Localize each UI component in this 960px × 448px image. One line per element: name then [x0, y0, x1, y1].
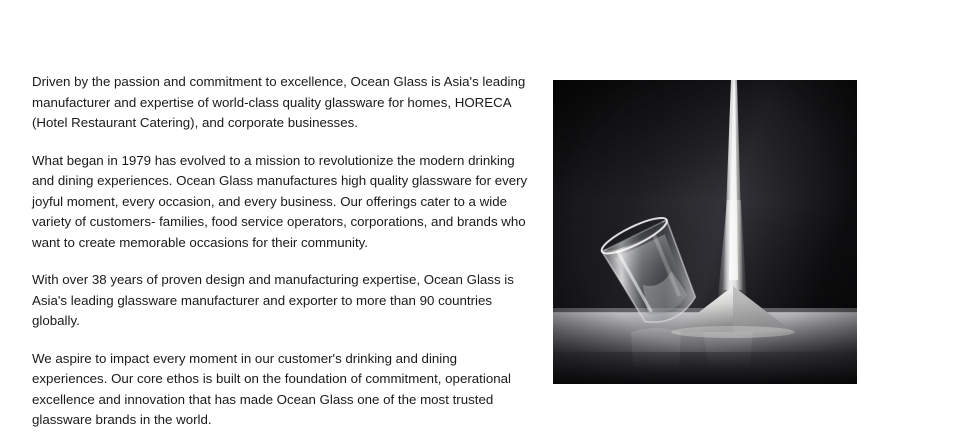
paragraph-1: Driven by the passion and commitment to excellence, Ocean Glass is Asia's leading manufacturer and expertise of world-class quality glassware for homes, HORECA (Hotel Restaurant Catering), and corporate businesses.: [32, 74, 526, 130]
paragraph-2: What began in 1979 has evolved to a mission to revolutionize the modern drinking and dining experiences. Ocean Glass manufactures high quality glassware for every joyful moment, every occasion, and every business. Our offerings cater to a wide variety of customers- families, food service operators, corporations, and brands who want to create memorable occasions for their community.: [32, 152, 528, 250]
tilted-glass-with-pouring-sand-photo: [553, 80, 857, 384]
paragraph-4: We aspire to impact every moment in our customer's drinking and dining experiences. Our core ethos is built on the foundation of commitment, operational excellence and innovation that has made Ocean Glass one of the most trusted glassware brands in the world.: [32, 350, 511, 427]
paragraph-3: With over 38 years of proven design and manufacturing expertise, Ocean Glass is Asia's leading glassware manufacturer and exporter to more than 90 countries globally.: [32, 272, 514, 328]
text-column: [32, 72, 532, 431]
